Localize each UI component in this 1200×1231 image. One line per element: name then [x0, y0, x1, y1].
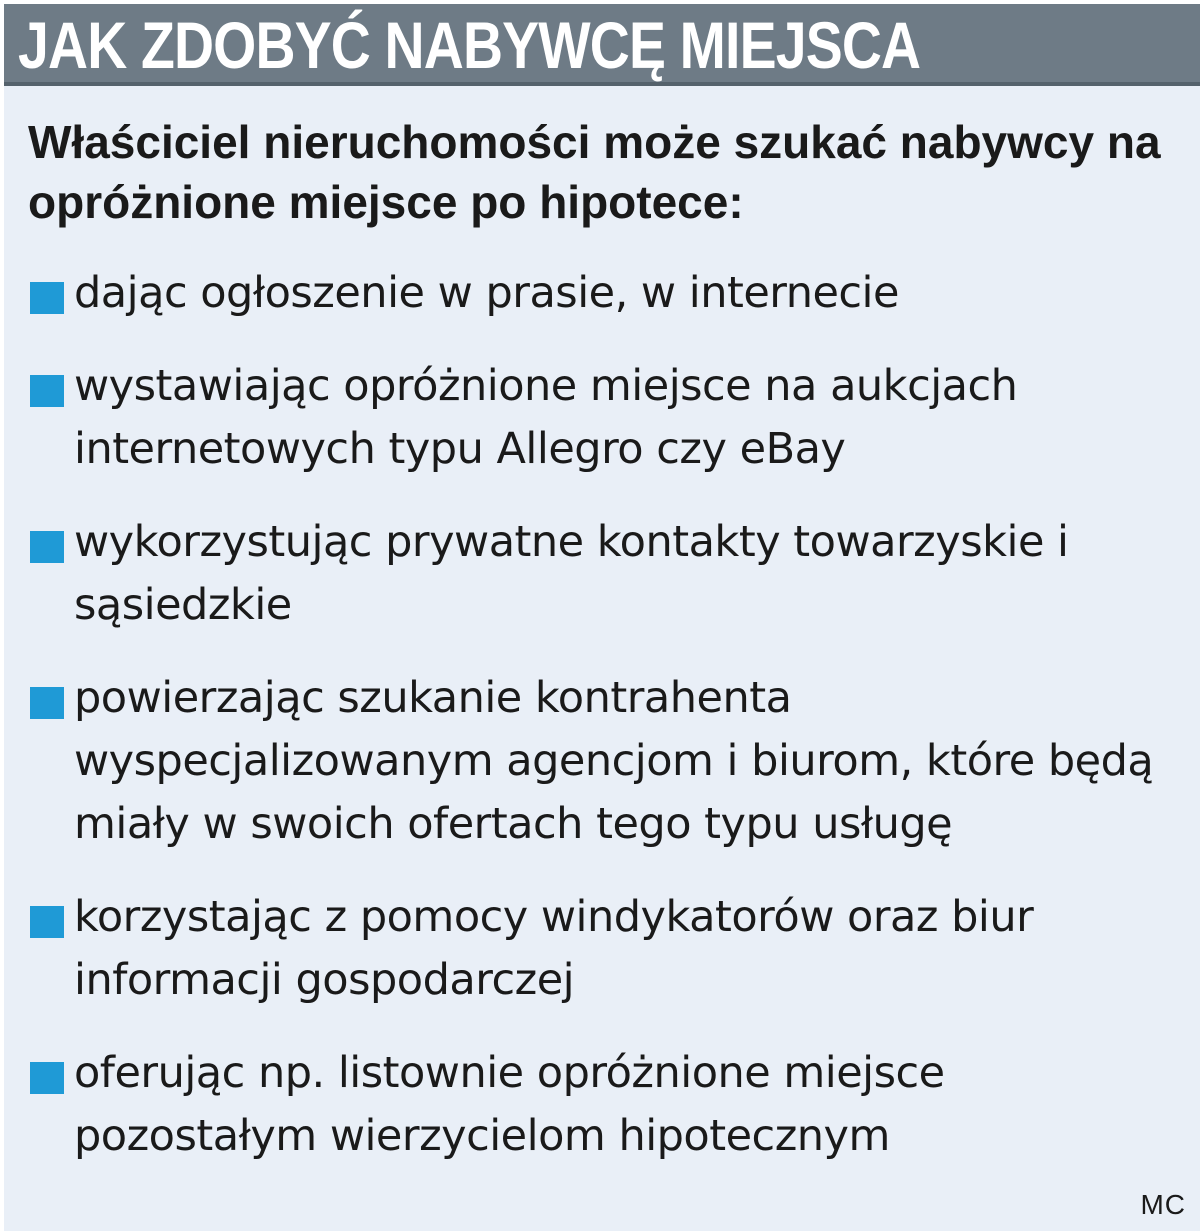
list-item	[28, 355, 1188, 481]
list-item	[28, 886, 1188, 1012]
list-item-text: powierzając szukanie kontrahenta wyspecjalizowanym agencjom i biurom, które będą miały w swoich ofertach tego typu usługę	[74, 673, 1154, 849]
source-credit: MC	[1140, 1189, 1186, 1220]
list-item	[28, 667, 1188, 856]
square-bullet-icon	[30, 282, 64, 314]
square-bullet-icon	[30, 375, 64, 407]
square-bullet-icon	[30, 687, 64, 719]
list-item-text: wystawiając opróżnione miejsce na aukcjach internetowych typu Allegro czy eBay	[74, 361, 1018, 474]
list-item-text: dając ogłoszenie w prasie, w internecie	[74, 268, 899, 318]
list-item	[28, 262, 1188, 325]
list-item	[28, 1042, 1188, 1168]
list-item-text: korzystając z pomocy windykatorów oraz biur informacji gospodarczej	[74, 892, 1034, 1005]
header-bar	[4, 4, 1200, 86]
page-title: JAK ZDOBYĆ NABYWCĘ MIEJSCA	[18, 8, 921, 82]
square-bullet-icon	[30, 1062, 64, 1094]
list-item-text: oferując np. listownie opróżnione miejsce pozostałym wierzycielom hipotecznym	[74, 1048, 945, 1161]
list-item	[28, 511, 1188, 637]
infobox	[4, 4, 1200, 1231]
list-item-text: wykorzystując prywatne kontakty towarzyskie i sąsiedzkie	[74, 517, 1069, 630]
square-bullet-icon	[30, 531, 64, 563]
intro-text: Właściciel nieruchomości może szukać nabywcy na opróżnione miejsce po hipotece:	[28, 116, 1161, 228]
method-list	[28, 262, 1188, 1198]
square-bullet-icon	[30, 906, 64, 938]
